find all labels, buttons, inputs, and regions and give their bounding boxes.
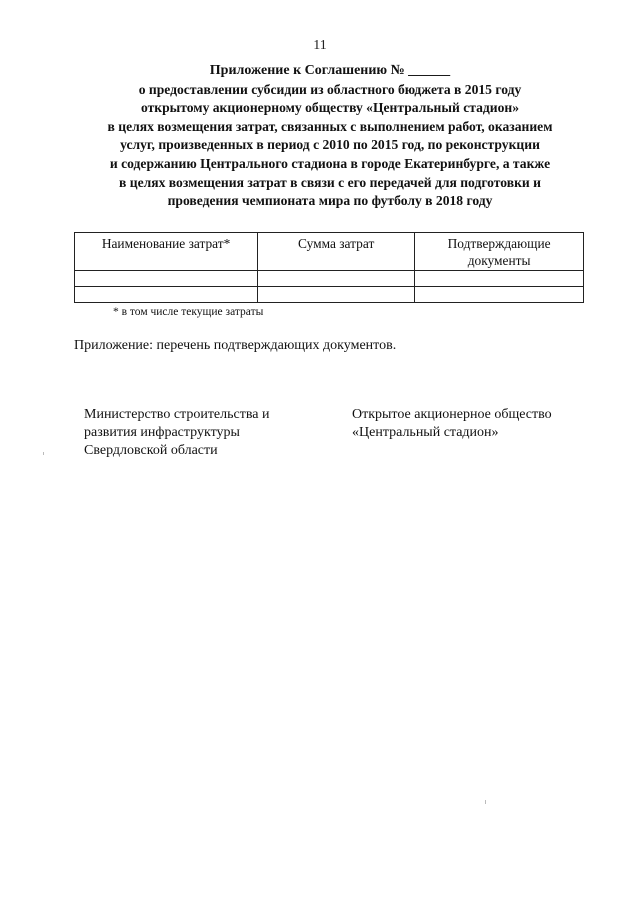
table-cell (258, 287, 415, 303)
heading-line: открытому акционерному обществу «Центральный стадион» (140, 100, 520, 116)
scan-speck (485, 800, 486, 804)
heading-line: в целях возмещения затрат, связанных с выполнением работ, оказанием (107, 118, 553, 134)
appendix-title: Приложение к Соглашению № ______ (209, 63, 451, 78)
scan-speck (43, 452, 44, 455)
document-heading (60, 62, 600, 211)
heading-line: в целях возмещения затрат в связи с его передачей для подготовки и (119, 174, 541, 190)
signature-line: Свердловской области (84, 443, 218, 458)
column-header-cost-amount: Сумма затрат (258, 233, 415, 271)
table-cell (75, 271, 258, 287)
table-cell (415, 271, 584, 287)
signature-block-ministry (84, 406, 269, 460)
table-header-row (75, 233, 584, 271)
table-cell (415, 287, 584, 303)
heading-line: о предоставлении субсидии из областного бюджета в 2015 году (138, 81, 522, 97)
signature-block-company (352, 406, 552, 442)
column-header-supporting-documents: Подтверждающие документы (415, 233, 584, 271)
heading-line: проведения чемпионата мира по футболу в 2018 году (167, 193, 493, 209)
heading-line: услуг, произведенных в период с 2010 по 2015 год, по реконструкции (120, 137, 540, 153)
table-footnote: * в том числе текущие затраты (113, 306, 264, 318)
table-row (75, 271, 584, 287)
table-cell (258, 271, 415, 287)
table-cell (75, 287, 258, 303)
signature-line: развития инфраструктуры (84, 425, 240, 440)
attachment-note: Приложение: перечень подтверждающих документов. (74, 338, 397, 353)
signature-line: Открытое акционерное общество (352, 407, 552, 422)
heading-line: и содержанию Центрального стадиона в городе Екатеринбурге, а также (109, 155, 551, 171)
signature-line: Министерство строительства и (84, 407, 270, 422)
signature-line: «Центральный стадион» (352, 425, 499, 440)
costs-table (74, 232, 584, 303)
page-number: 11 (313, 38, 327, 53)
table-row (75, 287, 584, 303)
column-header-cost-name: Наименование затрат* (75, 233, 258, 271)
